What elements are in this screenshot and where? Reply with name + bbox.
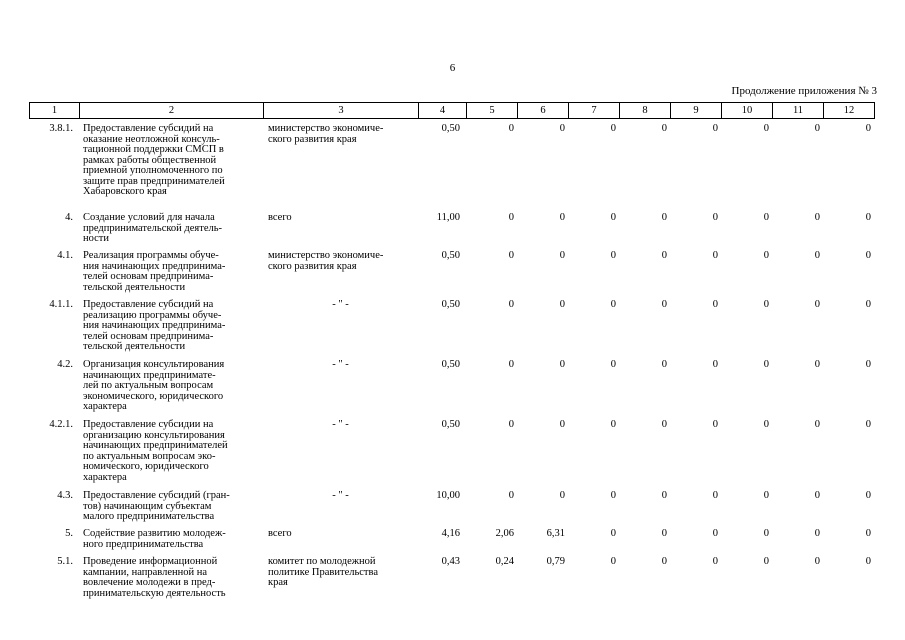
item-number: 4.1.1.	[49, 299, 73, 310]
funding-value: 0	[661, 212, 667, 223]
header-cell: 11	[773, 103, 824, 119]
header-cell: 5	[467, 103, 518, 119]
responsible-executor: комитет по молодежной политике Правительства края	[268, 556, 378, 588]
responsible-executor: министерство экономиче- ского развития края	[268, 250, 384, 272]
column-number-header	[29, 102, 875, 119]
funding-value: 0	[763, 528, 769, 539]
funding-value: 0	[508, 250, 514, 261]
funding-value: 0	[814, 556, 820, 567]
funding-value: 0,50	[441, 359, 460, 370]
funding-value: 0	[559, 490, 565, 501]
funding-value: 0	[712, 556, 718, 567]
item-number: 5.	[65, 528, 73, 539]
funding-value: 0	[865, 299, 871, 310]
funding-value: 0	[814, 490, 820, 501]
funding-value: 0	[508, 359, 514, 370]
funding-value: 0	[814, 123, 820, 134]
header-cell: 4	[419, 103, 467, 119]
funding-value: 0	[508, 123, 514, 134]
program-table	[29, 124, 874, 601]
item-number: 4.3.	[57, 490, 73, 501]
funding-value: 0	[814, 212, 820, 223]
funding-value: 10,00	[436, 490, 460, 501]
funding-value: 0	[712, 359, 718, 370]
funding-value: 0	[508, 299, 514, 310]
item-number: 4.1.	[57, 250, 73, 261]
table-row	[29, 420, 874, 491]
item-number: 4.	[65, 212, 73, 223]
funding-value: 0	[712, 123, 718, 134]
table-row	[29, 300, 874, 360]
funding-value: 0	[661, 556, 667, 567]
funding-value: 0	[610, 212, 616, 223]
table-row	[29, 124, 874, 213]
funding-value: 0	[559, 359, 565, 370]
item-name: Организация консультирования начинающих предпринимате- лей по актуальным вопросам экономического, юридического характера	[83, 359, 225, 412]
funding-value: 0,50	[441, 299, 460, 310]
funding-value: 4,16	[441, 528, 460, 539]
funding-value: 11,00	[436, 212, 460, 223]
funding-value: 0	[865, 212, 871, 223]
funding-value: 0	[865, 359, 871, 370]
funding-value: 0	[610, 299, 616, 310]
table-row	[29, 491, 874, 529]
item-number: 4.2.1.	[49, 419, 73, 430]
funding-value: 0	[610, 250, 616, 261]
funding-value: 0	[712, 212, 718, 223]
responsible-executor: - " -	[332, 299, 349, 310]
funding-value: 0	[814, 419, 820, 430]
funding-value: 0	[508, 490, 514, 501]
funding-value: 0	[508, 419, 514, 430]
item-name: Создание условий для начала предпринимательской деятель- ности	[83, 212, 223, 244]
responsible-executor: - " -	[332, 359, 349, 370]
funding-value: 0	[610, 556, 616, 567]
funding-value: 0	[610, 123, 616, 134]
header-cell: 6	[518, 103, 569, 119]
item-number: 5.1.	[57, 556, 73, 567]
item-name: Предоставление субсидий на реализацию программы обуче- ния начинающих предпринима- телей основам предпринима- тельской деятельности	[83, 299, 226, 352]
item-number: 4.2.	[57, 359, 73, 370]
responsible-executor: всего	[268, 212, 292, 223]
funding-value: 0	[559, 419, 565, 430]
header-cell: 7	[569, 103, 620, 119]
funding-value: 0	[559, 250, 565, 261]
item-name: Предоставление субсидий на оказание неотложной консуль- тационной поддержки СМСП в рамках работы общественной приемной уполномоченного по защите прав предпринимателей Хабаровского края	[83, 123, 225, 197]
funding-value: 0	[763, 359, 769, 370]
funding-value: 0,50	[441, 419, 460, 430]
funding-value: 0	[661, 250, 667, 261]
funding-value: 0	[865, 490, 871, 501]
funding-value: 0	[559, 299, 565, 310]
funding-value: 6,31	[546, 528, 565, 539]
funding-value: 0	[763, 556, 769, 567]
funding-value: 0	[763, 123, 769, 134]
table-row	[29, 360, 874, 420]
appendix-caption: Продолжение приложения № 3	[731, 85, 877, 97]
funding-value: 0	[814, 528, 820, 539]
page-number: 6	[449, 62, 456, 74]
funding-value: 0	[712, 528, 718, 539]
header-cell: 10	[722, 103, 773, 119]
funding-value: 0	[508, 212, 514, 223]
funding-value: 0	[661, 419, 667, 430]
funding-value: 0,79	[546, 556, 565, 567]
funding-value: 0	[865, 419, 871, 430]
funding-value: 0	[661, 123, 667, 134]
funding-value: 0	[865, 123, 871, 134]
funding-value: 0	[610, 490, 616, 501]
funding-value: 0,50	[441, 123, 460, 134]
funding-value: 0	[865, 250, 871, 261]
funding-value: 0	[712, 250, 718, 261]
table-row	[29, 557, 874, 601]
funding-value: 0	[763, 419, 769, 430]
funding-value: 0	[661, 359, 667, 370]
item-name: Содействие развитию молодеж- ного предпринимательства	[83, 528, 226, 550]
funding-value: 0	[610, 528, 616, 539]
header-cell: 3	[264, 103, 419, 119]
funding-value: 0	[763, 250, 769, 261]
funding-value: 0	[610, 359, 616, 370]
header-cell: 2	[80, 103, 264, 119]
table-row	[29, 251, 874, 300]
item-name: Проведение информационной кампании, направленной на вовлечение молодежи в пред- принимательскую деятельность	[83, 556, 226, 599]
funding-value: 0,50	[441, 250, 460, 261]
funding-value: 0	[712, 299, 718, 310]
item-number: 3.8.1.	[49, 123, 73, 134]
responsible-executor: - " -	[332, 419, 349, 430]
funding-value: 0	[661, 490, 667, 501]
funding-value: 0	[661, 528, 667, 539]
funding-value: 0	[865, 528, 871, 539]
funding-value: 2,06	[495, 528, 514, 539]
funding-value: 0	[814, 299, 820, 310]
funding-value: 0	[763, 490, 769, 501]
funding-value: 0	[763, 299, 769, 310]
header-cell: 8	[620, 103, 671, 119]
header-cell: 9	[671, 103, 722, 119]
funding-value: 0	[814, 359, 820, 370]
funding-value: 0	[559, 123, 565, 134]
item-name: Реализация программы обуче- ния начинающих предпринима- телей основам предпринима- тельской деятельности	[83, 250, 226, 293]
responsible-executor: министерство экономиче- ского развития края	[268, 123, 384, 145]
funding-value: 0,24	[495, 556, 514, 567]
header-cell: 12	[824, 103, 875, 119]
responsible-executor: всего	[268, 528, 292, 539]
funding-value: 0,43	[441, 556, 460, 567]
funding-value: 0	[559, 212, 565, 223]
header-cell: 1	[30, 103, 80, 119]
funding-value: 0	[712, 419, 718, 430]
funding-value: 0	[661, 299, 667, 310]
funding-value: 0	[814, 250, 820, 261]
item-name: Предоставление субсидии на организацию консультирования начинающих предпринимателей по актуальным вопросам эко- номического, юридического характера	[83, 419, 228, 483]
responsible-executor: - " -	[332, 490, 349, 501]
funding-value: 0	[865, 556, 871, 567]
table-row	[29, 213, 874, 251]
item-name: Предоставление субсидий (гран- тов) начинающим субъектам малого предпринимательства	[83, 490, 230, 522]
table-row	[29, 529, 874, 557]
funding-value: 0	[610, 419, 616, 430]
funding-value: 0	[712, 490, 718, 501]
funding-value: 0	[763, 212, 769, 223]
